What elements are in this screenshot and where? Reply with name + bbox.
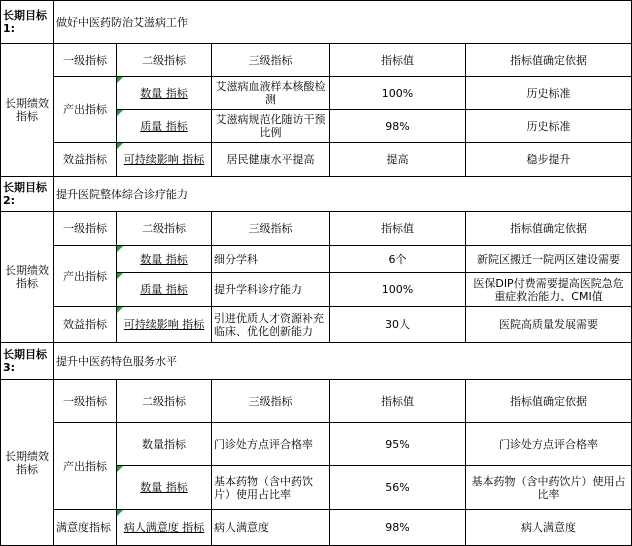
- value-cell: 98%: [330, 510, 466, 546]
- value-cell: 提高: [330, 143, 466, 177]
- header-level3: 三级指标: [212, 380, 330, 423]
- header-basis: 指标值确定依据: [466, 44, 632, 77]
- header-basis: 指标值确定依据: [466, 212, 632, 246]
- value-cell: 95%: [330, 423, 466, 466]
- level2-cell: 质量 指标: [117, 273, 212, 307]
- basis-cell: 历史标准: [466, 77, 632, 110]
- level3-cell: 提升学科诊疗能力: [212, 273, 330, 307]
- level3-cell: 病人满意度: [212, 510, 330, 546]
- basis-cell: 新院区搬迁一院两区建设需要: [466, 246, 632, 273]
- level3-cell: 引进优质人才资源补充临床、优化创新能力: [212, 307, 330, 343]
- basis-cell: 医保DIP付费需要提高医院急危重症救治能力、CMI值: [466, 273, 632, 307]
- level3-cell: 艾滋病血液样本核酸检测: [212, 77, 330, 110]
- goal-3-perf-label: 长期绩效指标: [1, 380, 54, 546]
- goal-3-text: 提升中医药特色服务水平: [54, 343, 632, 380]
- table-row: [1, 510, 632, 546]
- goal-2-text: 提升医院整体综合诊疗能力: [54, 177, 632, 212]
- table-row: [1, 143, 632, 177]
- goal-3-header-row: [1, 343, 632, 380]
- goal-1-column-headers: [1, 44, 632, 77]
- level2-cell: 数量 指标: [117, 77, 212, 110]
- level3-cell: 基本药物（含中药饮片）使用占比率: [212, 466, 330, 510]
- level1-cell: 产出指标: [54, 246, 117, 307]
- level2-cell: 数量指标: [117, 423, 212, 466]
- comment-marker-icon: [117, 510, 123, 516]
- goal-1-title: 长期目标1:: [1, 1, 54, 44]
- level1-cell: 产出指标: [54, 77, 117, 143]
- comment-marker-icon: [117, 307, 123, 313]
- header-value: 指标值: [330, 380, 466, 423]
- value-cell: 30人: [330, 307, 466, 343]
- goal-2-perf-label: 长期绩效指标: [1, 212, 54, 343]
- goal-1-header-row: [1, 1, 632, 44]
- value-cell: 56%: [330, 466, 466, 510]
- comment-marker-icon: [117, 143, 123, 149]
- basis-cell: 门诊处方点评合格率: [466, 423, 632, 466]
- value-cell: 100%: [330, 77, 466, 110]
- goal-1-text: 做好中医药防治艾滋病工作: [54, 1, 632, 44]
- header-level2: 二级指标: [117, 212, 212, 246]
- basis-cell: 历史标准: [466, 110, 632, 143]
- header-level2: 二级指标: [117, 44, 212, 77]
- value-cell: 100%: [330, 273, 466, 307]
- header-value: 指标值: [330, 44, 466, 77]
- header-level2: 二级指标: [117, 380, 212, 423]
- level3-cell: 细分学科: [212, 246, 330, 273]
- level1-cell: 产出指标: [54, 423, 117, 510]
- table-row: [1, 307, 632, 343]
- level3-cell: 门诊处方点评合格率: [212, 423, 330, 466]
- goal-1-perf-label: 长期绩效指标: [1, 44, 54, 177]
- table-row: [1, 246, 632, 273]
- comment-marker-icon: [117, 77, 123, 83]
- goal-2-column-headers: [1, 212, 632, 246]
- comment-marker-icon: [117, 246, 123, 252]
- header-value: 指标值: [330, 212, 466, 246]
- level3-cell: 居民健康水平提高: [212, 143, 330, 177]
- comment-marker-icon: [117, 110, 123, 116]
- header-level3: 三级指标: [212, 44, 330, 77]
- goal-2-header-row: [1, 177, 632, 212]
- comment-marker-icon: [117, 273, 123, 279]
- header-basis: 指标值确定依据: [466, 380, 632, 423]
- level2-cell: 病人满意度 指标: [117, 510, 212, 546]
- goal-3-title: 长期目标3:: [1, 343, 54, 380]
- table-row: [1, 77, 632, 110]
- basis-cell: 医院高质量发展需要: [466, 307, 632, 343]
- header-level1: 一级指标: [54, 380, 117, 423]
- level3-cell: 艾滋病规范化随访干预比例: [212, 110, 330, 143]
- header-level1: 一级指标: [54, 212, 117, 246]
- value-cell: 98%: [330, 110, 466, 143]
- basis-cell: 病人满意度: [466, 510, 632, 546]
- goal-3-column-headers: [1, 380, 632, 423]
- header-level3: 三级指标: [212, 212, 330, 246]
- value-cell: 6个: [330, 246, 466, 273]
- goal-2-title: 长期目标2:: [1, 177, 54, 212]
- level1-cell: 满意度指标: [54, 510, 117, 546]
- basis-cell: 基本药物（含中药饮片）使用占比率: [466, 466, 632, 510]
- header-level1: 一级指标: [54, 44, 117, 77]
- level2-cell: 可持续影响 指标: [117, 307, 212, 343]
- table-row: [1, 423, 632, 466]
- level2-cell: 可持续影响 指标: [117, 143, 212, 177]
- level2-cell: 数量 指标: [117, 466, 212, 510]
- level1-cell: 效益指标: [54, 143, 117, 177]
- comment-marker-icon: [117, 466, 123, 472]
- level1-cell: 效益指标: [54, 307, 117, 343]
- basis-cell: 稳步提升: [466, 143, 632, 177]
- level2-cell: 数量 指标: [117, 246, 212, 273]
- level2-cell: 质量 指标: [117, 110, 212, 143]
